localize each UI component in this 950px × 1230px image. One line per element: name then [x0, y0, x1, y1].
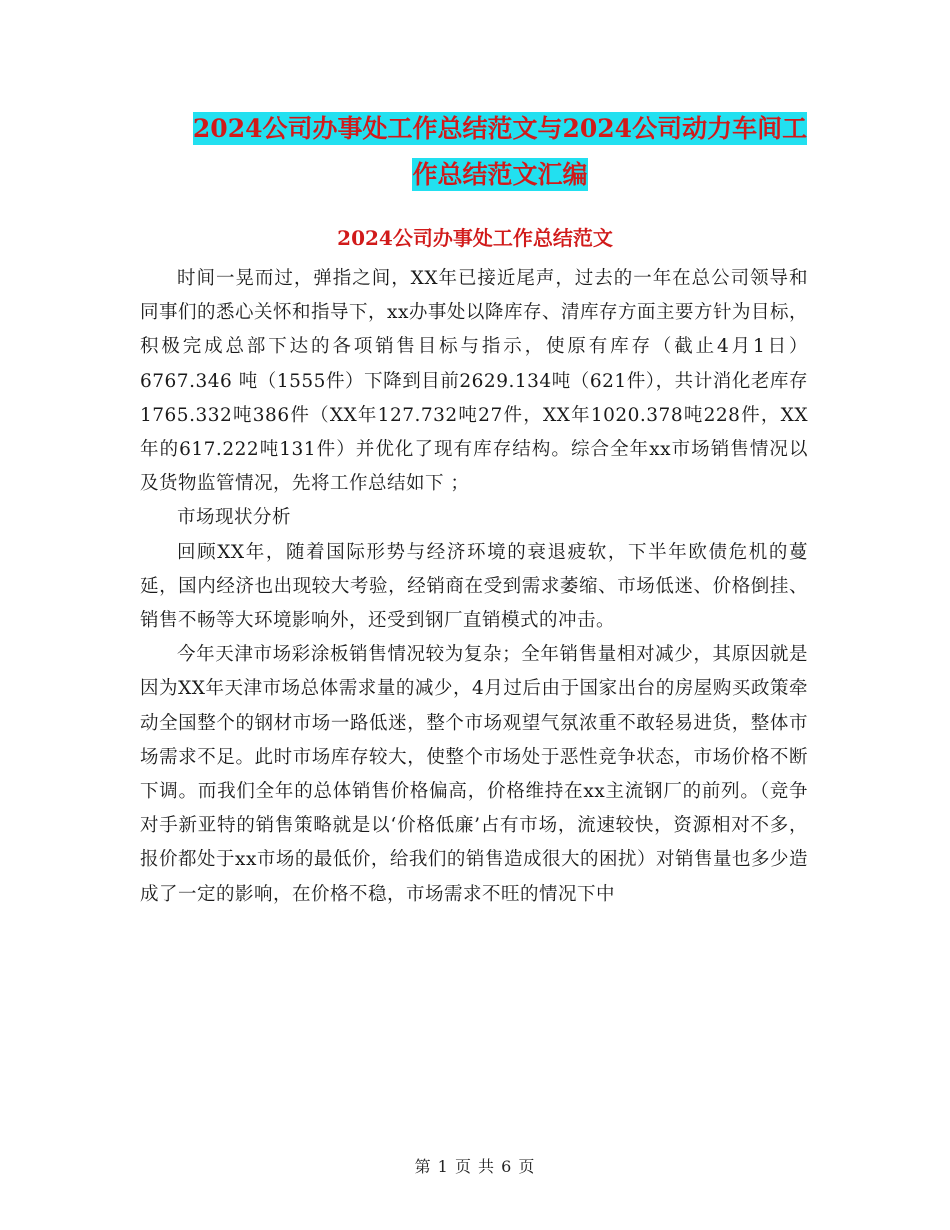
paragraph-heading-market-analysis: 市场现状分析 — [177, 507, 292, 529]
paragraph-intro: 时间一晃而过，弹指之间，XX年已接近尾声，过去的一年在总公司领导和同事们的悉心关怀和指导下，xx办事处以降库存、清库存方面主要方针为目标，积极完成总部下达的各项销售目标与指示，使原有库存（截止4月1日）6767.346 吨（1555件）下降到目前2629.134吨（621件），共计消化老库存1765.332吨386件（XX年127.732吨27件，XX年1020.378吨228件，XX年的617.222吨131件）并优化了现有库存结构。综合全年xx市场销售情况以及货物监管情况，先将工作总结如下 ； — [140, 268, 808, 495]
document-title-line-1: 2024公司办事处工作总结范文与2024公司动力车间工 — [192, 114, 808, 143]
paragraph-tianjin-market: 今年天津市场彩涂板销售情况较为复杂；全年销售量相对减少，其原因就是因为XX年天津市场总体需求量的减少，4月过后由于国家出台的房屋购买政策牵动全国整个的钢材市场一路低迷，整个市场观望气氛浓重不敢轻易进货，整体市场需求不足。此时市场库存较大，使整个市场处于恶性竞争状态，市场价格不断下调。而我们全年的总体销售价格偏高，价格维持在xx主流钢厂的前列。（竞争对手新亚特的销售策略就是以‘价格低廉’占有市场，流速较快，资源相对不多，报价都处于xx市场的最低价，给我们的销售造成很大的困扰）对销售量也多少造成了一定的影响，在价格不稳，市场需求不旺的情况下中 — [140, 644, 808, 905]
paragraph-review: 回顾XX年，随着国际形势与经济环境的衰退疲软，下半年欧债危机的蔓延，国内经济也出现较大考验，经销商在受到需求萎缩、市场低迷、价格倒挂、销售不畅等大环境影响外，还受到钢厂直销模式的冲击。 — [140, 541, 808, 632]
document-body — [140, 262, 808, 912]
document-title — [140, 106, 860, 198]
document-title-line-2: 作总结范文汇编 — [412, 160, 588, 189]
section-title: 2024公司办事处工作总结范文 — [337, 226, 613, 250]
page-footer: 第 1 页 共 6 页 — [414, 1157, 536, 1176]
